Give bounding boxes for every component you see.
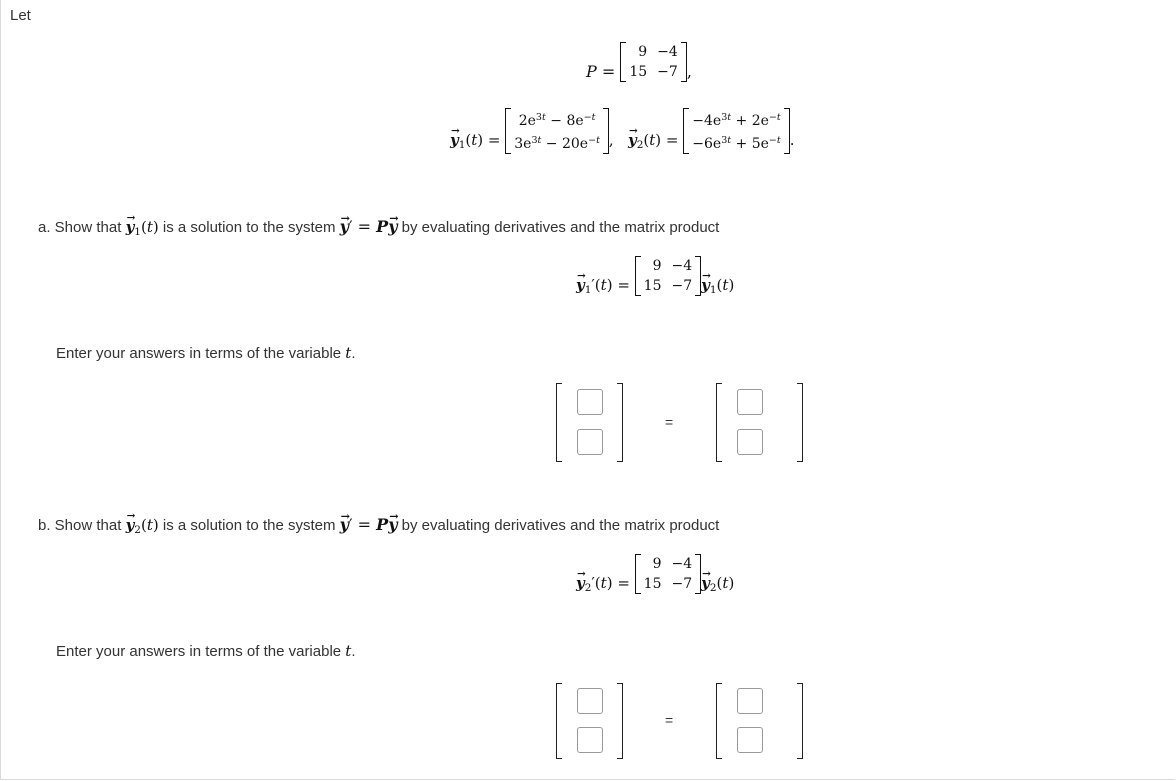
p-21: 15 <box>629 64 648 80</box>
pb-11: 9 <box>652 556 662 572</box>
pb-22: −7 <box>671 576 693 592</box>
bracket-left <box>716 383 722 462</box>
y-definitions: → $y_1(t)$ = $2e^{3t} - 8e^{-t}$ $3e^{3t} - 20e^{-t}$ , → $y_2(t)$ = $-4e^{3t} + 2e^{-t}$ $-6e^{3t} + 5e^{-t}$ . <box>450 108 795 154</box>
part-b-prefix: b. Show that <box>38 517 122 534</box>
p-12: −4 <box>657 44 678 60</box>
bracket-left <box>556 383 562 462</box>
part-a-variable: t <box>345 344 352 362</box>
answer-a-left-1[interactable] <box>577 389 603 415</box>
part-b-statement: b. Show that → $y_2(t)$ is a solution to the system → y′ = P→ y by evaluating derivatives and the matrix product <box>38 515 719 536</box>
p-definition: P = 9 15 −4 −7 , <box>586 44 692 81</box>
part-a-instruction-text: Enter your answers in terms of the variable <box>56 345 342 362</box>
part-a-middle: is a solution to the system <box>162 219 336 236</box>
part-b-variable: t <box>345 642 352 660</box>
bracket-left <box>556 683 562 759</box>
bracket-right <box>797 683 803 759</box>
pa-11: 9 <box>652 258 662 274</box>
answer-a-right-2[interactable] <box>737 429 763 455</box>
part-a-instruction: Enter your answers in terms of the variable t. <box>56 344 356 362</box>
part-a-suffix: by evaluating derivatives and the matrix product <box>401 219 720 236</box>
pb-21: 15 <box>643 576 662 592</box>
part-b-instruction: Enter your answers in terms of the variable t. <box>56 642 356 660</box>
answer-a-right-1[interactable] <box>737 389 763 415</box>
part-b-instruction-text: Enter your answers in terms of the variable <box>56 643 342 660</box>
bracket-right <box>617 383 623 462</box>
p-matrix <box>620 42 686 82</box>
y1-matrix: $2e^{3t} - 8e^{-t}$ $3e^{3t} - 20e^{-t}$ <box>505 108 609 154</box>
equals-sign: = <box>665 712 674 728</box>
part-a-prefix: a. Show that <box>38 219 122 236</box>
bracket-right <box>797 383 803 462</box>
part-b-suffix: by evaluating derivatives and the matrix product <box>401 517 720 534</box>
pa-12: −4 <box>671 258 693 274</box>
intro-text: Let <box>10 7 31 24</box>
answer-a-left-2[interactable] <box>577 429 603 455</box>
answer-b-right-1[interactable] <box>737 688 763 714</box>
part-b-middle: is a solution to the system <box>162 517 336 534</box>
answer-b-right-2[interactable] <box>737 727 763 753</box>
answer-b-left-2[interactable] <box>577 727 603 753</box>
answer-b-left-1[interactable] <box>577 688 603 714</box>
pa-22: −7 <box>671 278 693 294</box>
part-a-statement: a. Show that → $y_1(t)$ is a solution to the system → y′ = P→ y by evaluating derivatives and the matrix product <box>38 217 719 238</box>
pa-21: 15 <box>643 278 662 294</box>
part-b-equation: → $y_2'(t)$ = 9 15 −4 −7 → $y_2(t)$ <box>576 554 734 594</box>
p-11: 9 <box>638 44 648 60</box>
bracket-right <box>617 683 623 759</box>
y2-matrix: $-4e^{3t} + 2e^{-t}$ $-6e^{3t} + 5e^{-t}$ <box>683 108 789 154</box>
equals-sign: = <box>665 414 674 430</box>
p-22: −7 <box>657 64 678 80</box>
part-a-equation: → $y_1'(t)$ = 9 15 −4 −7 → $y_1(t)$ <box>576 256 734 296</box>
pb-12: −4 <box>671 556 693 572</box>
bracket-left <box>716 683 722 759</box>
